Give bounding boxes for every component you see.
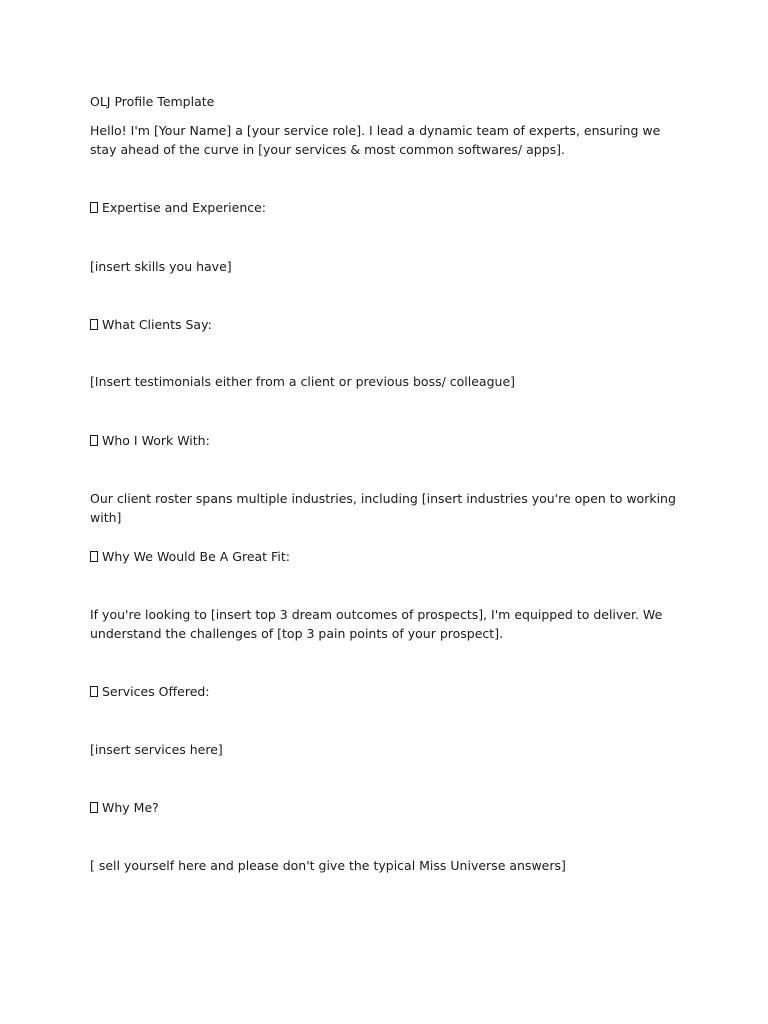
section-heading-clients — [90, 315, 690, 334]
section-heading-label: Why We Would Be A Great Fit: — [102, 549, 290, 564]
section-body-great-fit: If you're looking to [insert top 3 dream outcomes of prospects], I'm equipped to deliver. We understand the challenges of [top 3 pain points of your prospect]. — [90, 607, 663, 641]
section-body-work-with: Our client roster spans multiple industries, including [insert industries you're open to working with] — [90, 491, 676, 525]
section-heading-great-fit — [90, 547, 690, 566]
section-heading-label: Why Me? — [102, 800, 159, 815]
section-heading-why-me — [90, 798, 690, 817]
section-body-clients: [Insert testimonials either from a client or previous boss/ colleague] — [90, 374, 516, 389]
section-heading-services — [90, 682, 690, 701]
section-heading-label: Services Offered: — [102, 684, 210, 699]
missing-glyph-icon — [90, 319, 98, 330]
missing-glyph-icon — [90, 202, 98, 213]
section-heading-work-with — [90, 431, 690, 450]
section-heading-label: Who I Work With: — [102, 433, 210, 448]
document-title: OLJ Profile Template — [90, 94, 215, 109]
intro-paragraph: Hello! I'm [Your Name] a [your service role]. I lead a dynamic team of experts, ensuring we stay ahead of the curve in [your services & most common softwares/ apps]. — [90, 123, 661, 157]
section-body-why-me: [ sell yourself here and please don't give the typical Miss Universe answers] — [90, 858, 566, 873]
missing-glyph-icon — [90, 551, 98, 562]
missing-glyph-icon — [90, 802, 98, 813]
section-body-services: [insert services here] — [90, 742, 223, 757]
section-body-expertise: [insert skills you have] — [90, 259, 232, 274]
section-heading-expertise — [90, 198, 690, 217]
section-heading-label: Expertise and Experience: — [102, 200, 267, 215]
missing-glyph-icon — [90, 686, 98, 697]
missing-glyph-icon — [90, 435, 98, 446]
section-heading-label: What Clients Say: — [102, 317, 212, 332]
